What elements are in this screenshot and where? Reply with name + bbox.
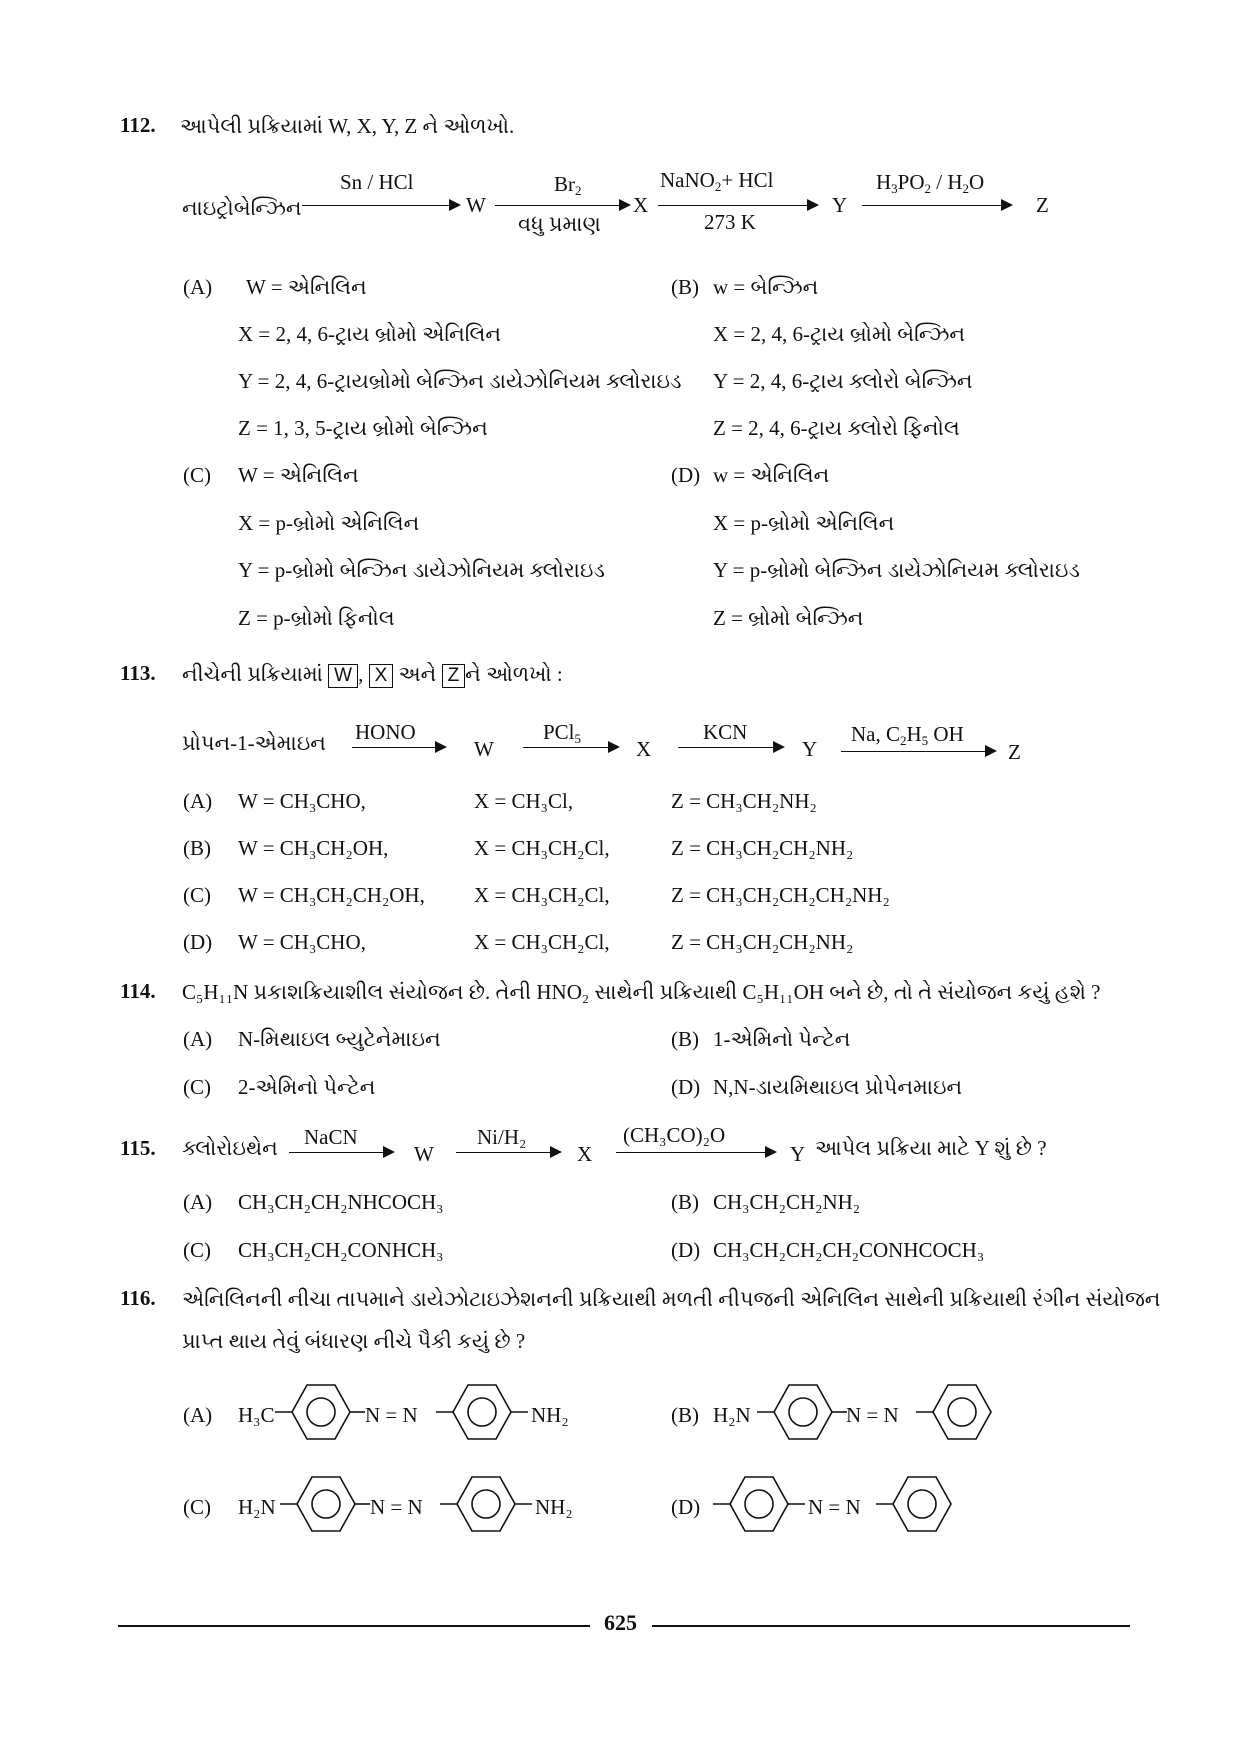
question-number: 116.: [120, 1286, 156, 1310]
reactant: ક્લોરોઇથેન: [182, 1136, 278, 1160]
arrow-head: [807, 199, 819, 211]
reagent-label: Sn / HCl: [340, 170, 414, 194]
substituent-left: H₂N: [713, 1403, 751, 1427]
reagent-label: Ni/H₂: [477, 1125, 527, 1149]
option-x: X = CH₃Cl,: [474, 789, 574, 813]
option-b-w: w = બેન્ઝિન: [713, 275, 819, 299]
product-label: W: [466, 193, 486, 217]
option-label: (D): [671, 1075, 701, 1099]
option-label: (C): [183, 1238, 211, 1262]
question-text: C₅H₁₁N પ્રકાશક્રિયાશીલ સંયોજન છે. તેની HNO₂ સાથેની પ્રક્રિયાથી C₅H₁₁OH બને છે, તો તે સંયોજન કયું હશે ?: [182, 980, 1101, 1004]
arrow-head: [435, 741, 447, 753]
azo-group: N = N: [808, 1495, 861, 1519]
option-d-w: w = એનિલિન: [713, 463, 830, 487]
reaction-arrow: [495, 205, 620, 206]
answer-box-x: X: [369, 664, 394, 688]
azo-group: N = N: [370, 1495, 423, 1519]
option-label: (A): [183, 275, 213, 299]
option-c-w: W = એનિલિન: [238, 463, 359, 487]
question-text: નીચેની પ્રક્રિયામાં W , X અને Z ને ઓળખો :: [182, 662, 563, 686]
product-label: Z: [1008, 740, 1021, 764]
arrow-head: [765, 1146, 777, 1158]
option-a-y: Y = 2, 4, 6-ટ્રાયબ્રોમો બેન્ઝિન ડાયેઝોનિયમ ક્લોરાઇડ: [238, 369, 682, 393]
option-label: (B): [671, 275, 699, 299]
option-label: (A): [183, 789, 213, 813]
option-z: Z = CH₃CH₂CH₂NH₂: [671, 930, 854, 954]
option-label: (B): [671, 1027, 699, 1051]
benzene-ring-icon: [757, 1381, 847, 1443]
page-number: 625: [604, 1610, 637, 1635]
reagent-label: (CH₃CO)₂O: [623, 1123, 726, 1147]
reaction-arrow: [352, 747, 436, 748]
option-text: 1-એમિનો પેન્ટેન: [713, 1027, 851, 1051]
question-number: 112.: [120, 113, 156, 137]
option-c-z: Z = p-બ્રોમો ફિનોલ: [238, 606, 395, 630]
reactant: પ્રોપન-1-એમાઇન: [182, 731, 326, 755]
question-number: 113.: [120, 661, 156, 685]
option-label: (A): [183, 1403, 213, 1427]
option-label: (D): [183, 930, 213, 954]
benzene-ring-icon: [440, 1473, 540, 1535]
benzene-ring-icon: [275, 1381, 365, 1443]
product-label: W: [474, 737, 494, 761]
option-text: N,N-ડાયમિથાઇલ પ્રોપેનમાઇન: [713, 1075, 963, 1099]
arrow-head: [449, 199, 461, 211]
option-z: Z = CH₃CH₂CH₂CH₂NH₂: [671, 883, 890, 907]
question-text-line2: પ્રાપ્ત થાય તેવું બંધારણ નીચે પૈકી કયું છે ?: [182, 1329, 526, 1353]
reaction-arrow: [289, 1152, 384, 1153]
question-number: 115.: [120, 1136, 156, 1160]
option-d-y: Y = p-બ્રોમો બેન્ઝિન ડાયેઝોનિયમ ક્લોરાઇડ: [713, 558, 1080, 582]
option-text: CH₃CH₂CH₂NH₂: [713, 1190, 861, 1214]
option-label: (B): [671, 1190, 699, 1214]
option-c-x: X = p-બ્રોમો એનિલિન: [238, 511, 420, 535]
arrow-head: [1001, 199, 1013, 211]
benzene-ring-icon: [280, 1473, 370, 1535]
substituent-right: NH₂: [535, 1495, 573, 1519]
option-a-z: Z = 1, 3, 5-ટ્રાય બ્રોમો બેન્ઝિન: [238, 416, 488, 440]
option-label: (B): [183, 836, 211, 860]
option-label: (D): [671, 1238, 701, 1262]
option-label: (C): [183, 883, 211, 907]
option-label: (B): [671, 1403, 699, 1427]
product-label: Y: [790, 1142, 806, 1166]
option-text: CH₃CH₂CH₂NHCOCH₃: [238, 1190, 444, 1214]
product-label: X: [633, 193, 649, 217]
arrow-head: [383, 1146, 395, 1158]
footer-rule-right: [652, 1625, 1130, 1627]
reagent-label: $Br_2$: [554, 172, 582, 198]
option-c-y: Y = p-બ્રોમો બેન્ઝિન ડાયેઝોનિયમ ક્લોરાઇડ: [238, 558, 605, 582]
arrow-head: [550, 1146, 562, 1158]
option-z: Z = CH₃CH₂CH₂NH₂: [671, 836, 854, 860]
option-a-w: W = એનિલિન: [246, 275, 367, 299]
answer-box-z: Z: [442, 664, 466, 688]
option-x: X = CH₃CH₂Cl,: [474, 836, 610, 860]
product-label: Y: [832, 193, 848, 217]
option-b-z: Z = 2, 4, 6-ટ્રાય ક્લોરો ફિનોલ: [713, 416, 960, 440]
arrow-head: [985, 745, 997, 757]
option-label: (C): [183, 1075, 211, 1099]
substituent-right: NH₂: [531, 1403, 569, 1427]
product-label: W: [414, 1142, 434, 1166]
product-label: X: [636, 737, 652, 761]
option-text: CH₃CH₂CH₂CONHCH₃: [238, 1238, 444, 1262]
option-w: W = CH₃CH₂OH,: [238, 836, 389, 860]
reagent-label: NaCN: [304, 1125, 358, 1149]
product-label: Z: [1036, 193, 1049, 217]
arrow-head: [619, 199, 631, 211]
option-d-x: X = p-બ્રોમો એનિલિન: [713, 511, 895, 535]
option-label: (C): [183, 1495, 211, 1519]
benzene-ring-icon: [876, 1473, 976, 1535]
option-d-z: Z = બ્રોમો બેન્ઝિન: [713, 606, 864, 630]
option-label: (C): [183, 463, 211, 487]
reagent-label: PCl$_5$: [543, 720, 582, 746]
reagent-condition: વધુ પ્રમાણ: [518, 212, 601, 236]
reagent-label: HONO: [355, 720, 416, 744]
option-label: (D): [671, 463, 701, 487]
reaction-arrow: [456, 1152, 551, 1153]
arrow-head: [773, 741, 785, 753]
option-a-x: X = 2, 4, 6-ટ્રાય બ્રોમો એનિલિન: [238, 322, 502, 346]
reaction-arrow: [658, 205, 808, 206]
reaction-arrow: [523, 747, 609, 748]
question-number: 114.: [120, 979, 156, 1003]
option-b-x: X = 2, 4, 6-ટ્રાય બ્રોમો બેન્ઝિન: [713, 322, 966, 346]
option-text: N-મિથાઇલ બ્યુટેનેમાઇન: [238, 1027, 441, 1051]
option-x: X = CH₃CH₂Cl,: [474, 883, 610, 907]
reagent-condition: 273 K: [704, 210, 756, 234]
benzene-ring-icon: [916, 1381, 1016, 1443]
question-text: આપેલી પ્રક્રિયામાં W, X, Y, Z ને ઓળખો.: [180, 114, 515, 138]
product-label: X: [577, 1142, 593, 1166]
reagent-label: NaNO$_2$+ HCl: [660, 168, 774, 194]
benzene-ring-icon: [713, 1473, 823, 1535]
reagent-label: $H_3PO_2 / H_2O$: [876, 170, 985, 196]
option-w: W = CH₃CH₂CH₂OH,: [238, 883, 425, 907]
option-label: (A): [183, 1027, 213, 1051]
reaction-arrow: [616, 1152, 766, 1153]
reaction-arrow: [678, 747, 774, 748]
option-b-y: Y = 2, 4, 6-ટ્રાય ક્લોરો બેન્ઝિન: [713, 369, 973, 393]
option-label: (D): [671, 1495, 701, 1519]
option-w: W = CH₃CHO,: [238, 930, 366, 954]
option-x: X = CH₃CH₂Cl,: [474, 930, 610, 954]
substituent-left: H₂N: [238, 1495, 276, 1519]
option-label: (A): [183, 1190, 213, 1214]
product-label: Y: [802, 737, 818, 761]
benzene-ring-icon: [436, 1381, 536, 1443]
azo-group: N = N: [846, 1403, 899, 1427]
reactant: નાઇટ્રોબેન્ઝિન: [182, 196, 302, 220]
question-text: આપેલ પ્રક્રિયા માટે Y શું છે ?: [815, 1136, 1047, 1160]
footer-rule-left: [118, 1625, 590, 1627]
question-text-line1: એનિલિનની નીચા તાપમાને ડાયેઝોટાઇઝેશનની પ્રક્રિયાથી મળતી નીપજની એનિલિન સાથેની પ્રક્રિયાથી રંગીન સંયોજન: [182, 1287, 1161, 1311]
option-text: 2-એમિનો પેન્ટેન: [238, 1075, 376, 1099]
option-w: W = CH₃CHO,: [238, 789, 366, 813]
arrow-head: [608, 741, 620, 753]
option-text: CH₃CH₂CH₂CH₂CONHCOCH₃: [713, 1238, 985, 1262]
reagent-label: Na, $C_2H_5$ OH: [851, 722, 964, 748]
reagent-label: KCN: [703, 720, 748, 744]
azo-group: N = N: [365, 1403, 418, 1427]
option-z: Z = CH₃CH₂NH₂: [671, 789, 817, 813]
answer-box-w: W: [328, 664, 358, 688]
reaction-arrow: [302, 205, 450, 206]
reaction-arrow: [862, 205, 1002, 206]
substituent-left: H₃C: [238, 1403, 275, 1427]
reaction-arrow: [841, 751, 986, 752]
